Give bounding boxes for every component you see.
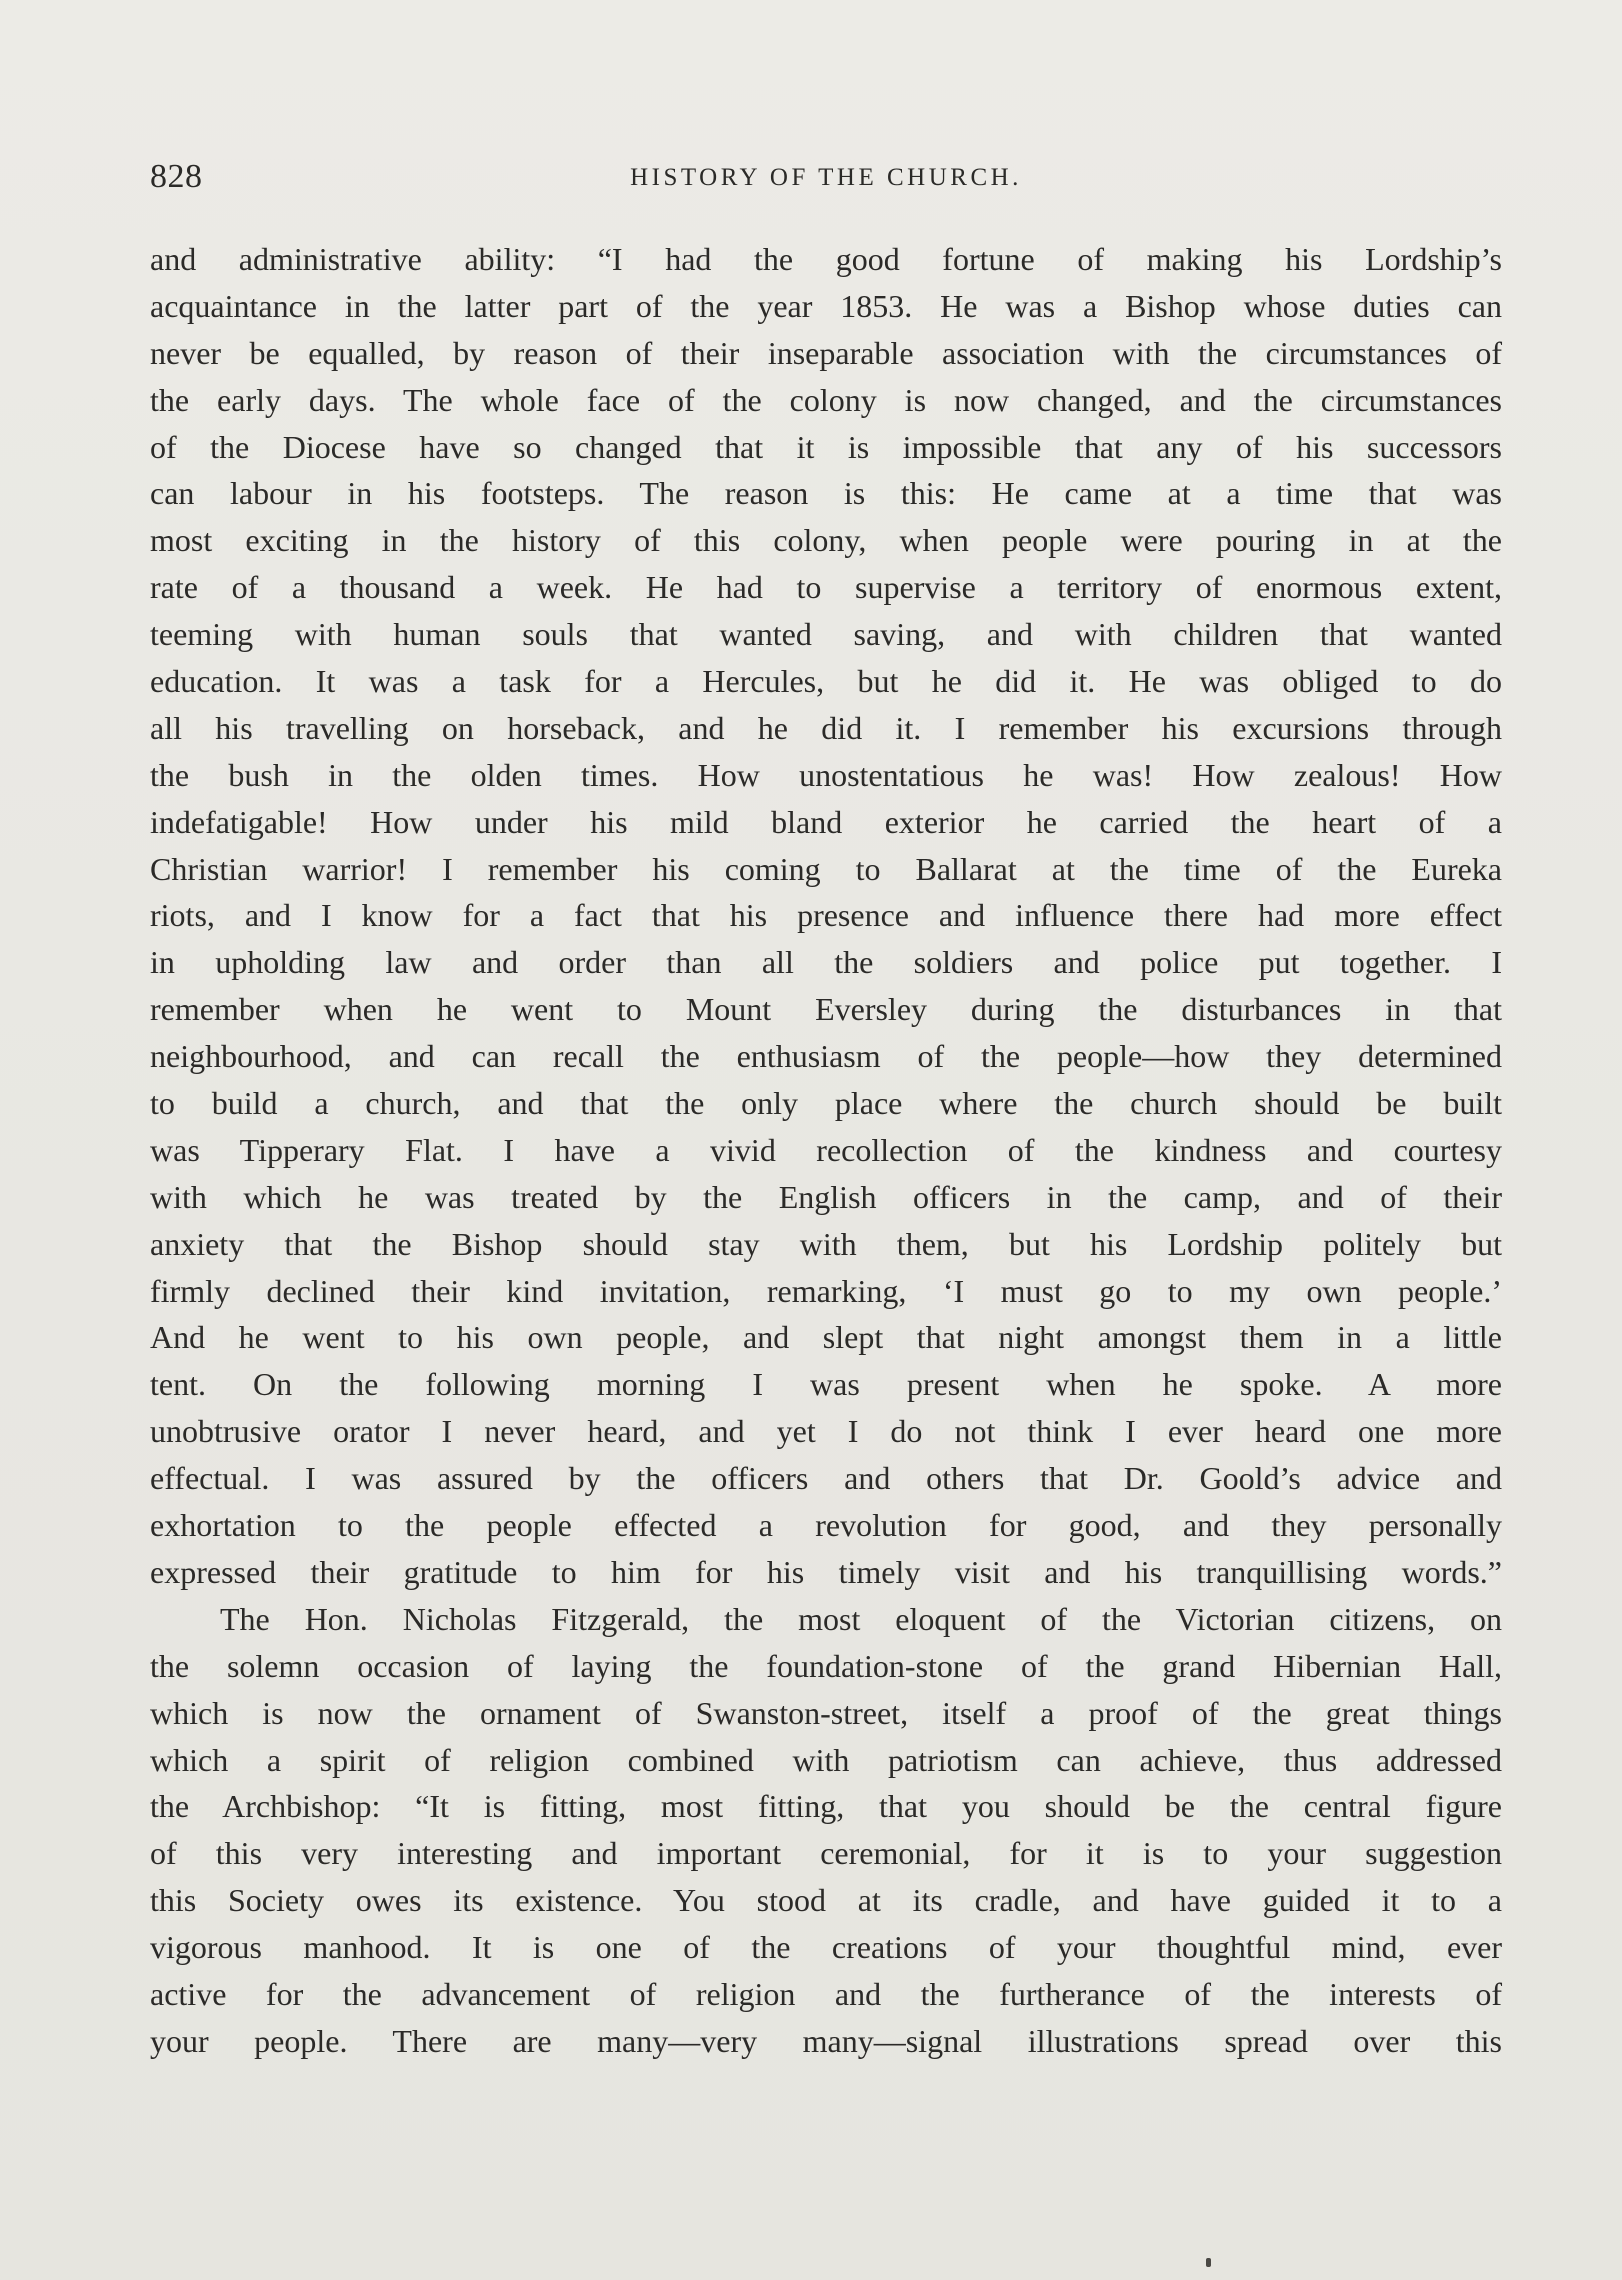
- body-text: [150, 236, 1502, 2065]
- text-line: expressed their gratitude to him for his timely visit and his tranquillising words.”: [150, 1553, 1502, 1590]
- text-line: exhortation to the people effected a revolution for good, and they personally: [150, 1507, 1502, 1544]
- text-line: and administrative ability: “I had the good fortune of making his Lordship’s: [150, 241, 1502, 277]
- text-line: which is now the ornament of Swanston-street, itself a proof of the great things: [150, 1694, 1502, 1731]
- page-header: [150, 158, 1502, 202]
- text-line: And he went to his own people, and slept that night amongst them in a little: [150, 1319, 1502, 1356]
- text-line: anxiety that the Bishop should stay with them, but his Lordship politely but: [150, 1225, 1502, 1262]
- text-line: rate of a thousand a week. He had to supervise a territory of enormous extent,: [150, 569, 1502, 606]
- running-head: HISTORY OF THE CHURCH.: [630, 164, 1022, 191]
- page-number: 828: [150, 158, 203, 195]
- text-line: neighbourhood, and can recall the enthusiasm of the people—how they determined: [150, 1038, 1502, 1075]
- text-line: remember when he went to Mount Eversley during the disturbances in that: [150, 991, 1502, 1028]
- text-line: which a spirit of religion combined with patriotism can achieve, thus addressed: [150, 1741, 1502, 1778]
- ink-speck: [1206, 2258, 1211, 2267]
- text-line: was Tipperary Flat. I have a vivid recollection of the kindness and courtesy: [150, 1131, 1502, 1168]
- paragraph-start-line: The Hon. Nicholas Fitzgerald, the most eloquent of the Victorian citizens, on: [220, 1600, 1502, 1637]
- text-line: with which he was treated by the English officers in the camp, and of their: [150, 1178, 1502, 1215]
- text-line: never be equalled, by reason of their inseparable association with the circumstances of: [150, 334, 1502, 371]
- text-line: this Society owes its existence. You stood at its cradle, and have guided it to a: [150, 1882, 1502, 1919]
- text-line: the solemn occasion of laying the foundation-stone of the grand Hibernian Hall,: [150, 1647, 1502, 1684]
- text-line: the early days. The whole face of the colony is now changed, and the circumstances: [150, 381, 1502, 418]
- text-line: Christian warrior! I remember his coming to Ballarat at the time of the Eureka: [150, 850, 1502, 887]
- text-line: in upholding law and order than all the soldiers and police put together. I: [150, 944, 1502, 981]
- text-line: the bush in the olden times. How unostentatious he was! How zealous! How: [150, 756, 1502, 793]
- text-line: can labour in his footsteps. The reason is this: He came at a time that was: [150, 475, 1502, 512]
- text-line: education. It was a task for a Hercules, but he did it. He was obliged to do: [150, 663, 1502, 700]
- text-line: unobtrusive orator I never heard, and yet I do not think I ever heard one more: [150, 1413, 1502, 1450]
- text-line: your people. There are many—very many—signal illustrations spread over this: [150, 2022, 1502, 2059]
- text-line: vigorous manhood. It is one of the creations of your thoughtful mind, ever: [150, 1929, 1502, 1966]
- text-line: acquaintance in the latter part of the year 1853. He was a Bishop whose duties can: [150, 287, 1502, 324]
- text-line: firmly declined their kind invitation, remarking, ‘I must go to my own people.’: [150, 1272, 1502, 1309]
- text-line: to build a church, and that the only place where the church should be built: [150, 1085, 1502, 1122]
- text-line: teeming with human souls that wanted saving, and with children that wanted: [150, 616, 1502, 653]
- text-line: of this very interesting and important ceremonial, for it is to your suggestion: [150, 1835, 1502, 1872]
- text-line: of the Diocese have so changed that it is impossible that any of his successors: [150, 428, 1502, 465]
- text-line: tent. On the following morning I was present when he spoke. A more: [150, 1366, 1502, 1403]
- text-line: effectual. I was assured by the officers and others that Dr. Goold’s advice and: [150, 1460, 1502, 1497]
- text-line: indefatigable! How under his mild bland exterior he carried the heart of a: [150, 803, 1502, 840]
- text-line: all his travelling on horseback, and he did it. I remember his excursions through: [150, 709, 1502, 746]
- text-line: most exciting in the history of this colony, when people were pouring in at the: [150, 522, 1502, 559]
- text-line: the Archbishop: “It is fitting, most fitting, that you should be the central figure: [150, 1788, 1502, 1825]
- text-line: active for the advancement of religion and the furtherance of the interests of: [150, 1975, 1502, 2012]
- text-line: riots, and I know for a fact that his presence and influence there had more effect: [150, 897, 1502, 934]
